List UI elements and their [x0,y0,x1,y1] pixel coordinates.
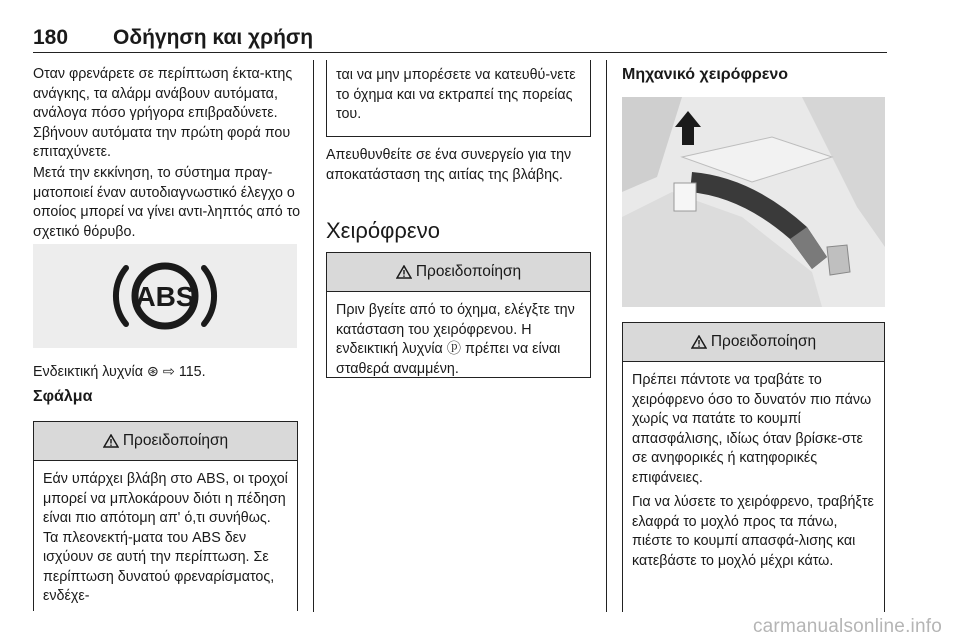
warning-header [34,422,297,461]
mechanical-brake-heading: Μηχανικό χειρόφρενο [622,66,789,83]
abs-symbol-label: ABS [135,281,195,312]
page-number: 180 [33,26,69,49]
warning-text-2: Για να λύσετε το χειρόφρενο, τραβήξτε ελαφρά το μοχλό προς τα πάνω, πιέστε το κουμπί απασφά-λισης και κατεβάστε το μοχλό μέχρι κάτω. [632,494,874,569]
abs-fault-warning-continued [326,60,591,137]
mechanical-brake-warning-box [622,322,885,612]
warning-header [327,253,590,292]
warning-triangle-icon [691,335,707,349]
page-title: Οδήγηση και χρήση [113,26,314,49]
workshop-paragraph: Απευθυνθείτε σε ένα συνεργείο για την αποκατάσταση της αιτίας της βλάβης. [326,147,572,183]
abs-warning-icon [33,244,297,348]
column-divider-left [313,60,314,612]
handbrake-illustration [622,97,885,307]
handbrake-lever-image [622,97,885,307]
column-divider-right [606,60,607,612]
warning-title: Προειδοποίηση [122,432,229,449]
warning-header [623,323,884,362]
warning-text-continued: ται να μην μπορέσετε να κατευθύ-νετε το όχημα και να εκτραπεί της πορείας του. [336,67,576,122]
intro-paragraph: Οταν φρενάρετε σε περίπτωση έκτα-κτης ανάγκης, τα αλάρμ ανάβουν αυτόματα, ανάλογα πόσο γρήγορα επιβραδύνετε. Σβήνουν αυτόματα την πρώτη φορά που επιταχύνετε. [33,66,293,160]
warning-text-1: Πρέπει πάντοτε να τραβάτε το χειρόφρενο όσο το δυνατόν πιο πάνω χωρίς να πατάτε το κουμπί απασφάλισης, ιδίως όταν βρίσκε-στε σε ανηφορικές ή κατηφορικές επιφάνειες. [632,372,872,486]
header-rule [33,52,887,53]
indicator-reference: Ενδεικτική λυχνία ⊛ ⇨ 115. [33,364,206,380]
warning-text: Εάν υπάρχει βλάβη στο ABS, οι τροχοί μπορεί να μπλοκάρουν διότι η πέδηση είναι πιο απότομη απ' ό,τι συνήθως. Τα πλεονεκτή-ματα του ABS δεν ισχύουν σε αυτή την περίπτωση. Σε περίπτωση δυνατού φρεναρίσματος, ενδέχε- [43,471,288,604]
selfcheck-paragraph: Μετά την εκκίνηση, το σύστημα πραγ-ματοποιεί έναν αυτοδιαγνωστικό έλεγχο ο οποίος μπορεί να γίνει αντι-ληπτός από το σχετικό θόρυβο. [33,165,301,240]
warning-triangle-icon [103,434,119,448]
abs-fault-warning-box [33,421,298,611]
warning-title: Προειδοποίηση [710,333,817,350]
warning-text: Πριν βγείτε από το όχημα, ελέγξτε την κατάσταση του χειρόφρενου. Η ενδεικτική λυχνία ⓟ πρέπει να είναι σταθερά αναμμένη. [336,302,575,377]
parking-brake-warning-box [326,252,591,378]
warning-triangle-icon [396,265,412,279]
fault-heading: Σφάλμα [33,388,93,405]
parking-brake-heading: Χειρόφρενο [326,218,440,243]
abs-symbol-image [33,244,297,348]
watermark-url: carmanualsonline.info [752,616,942,637]
warning-title: Προειδοποίηση [415,263,522,280]
